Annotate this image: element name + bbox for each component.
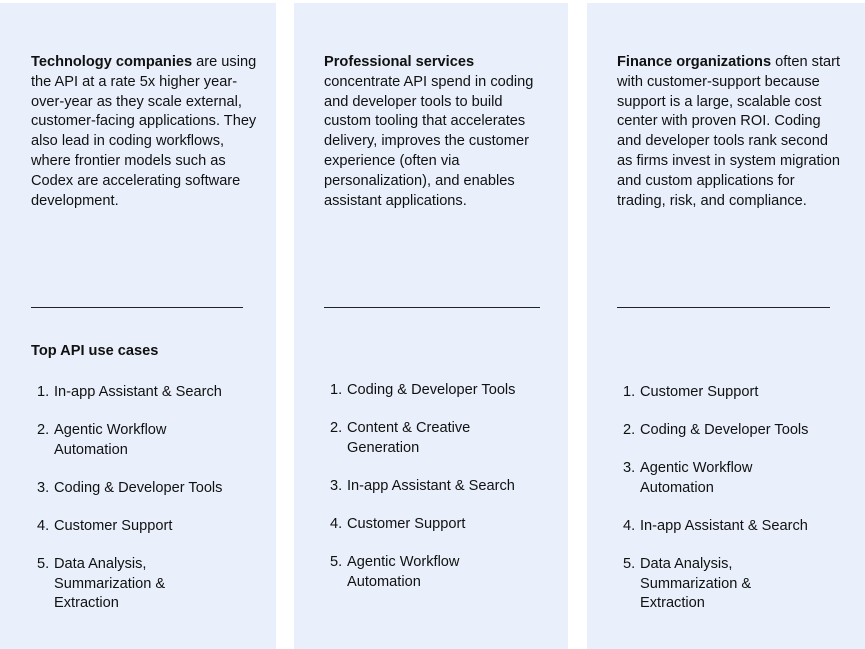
use-case-number: 4. [330, 515, 343, 532]
use-case-item [37, 555, 177, 614]
use-case-label: In-app Assistant & Search [347, 477, 515, 494]
use-case-label: In-app Assistant & Search [640, 517, 808, 534]
use-case-number: 1. [37, 384, 50, 400]
use-case-list [37, 383, 267, 632]
use-case-item [623, 555, 763, 614]
use-case-number: 4. [37, 517, 50, 534]
professional-services-panel [294, 3, 568, 649]
technology-companies-heading: Technology companies [31, 54, 193, 70]
use-case-label: Customer Support [347, 515, 466, 532]
use-case-label: Agentic Workflow Automation [54, 421, 167, 458]
finance-organizations-description [617, 53, 847, 211]
use-case-item [623, 383, 858, 403]
use-case-item [623, 459, 793, 499]
use-case-number: 1. [330, 382, 343, 398]
use-case-item [623, 517, 858, 537]
professional-services-body: concentrate API spend in coding and developer tools to build custom tooling that accelerates delivery, improves the customer experience (often via personalization), and enables assistant applications. [324, 73, 534, 209]
use-case-label: Customer Support [640, 384, 759, 400]
use-case-item [330, 515, 560, 535]
use-case-item [330, 477, 560, 497]
divider [617, 307, 830, 308]
use-case-label: Data Analysis, Summarization & Extraction [640, 555, 752, 612]
use-case-number: 2. [37, 421, 50, 438]
technology-companies-body: are using the API at a rate 5x higher year-over-year as they scale external, customer-facing applications. They also lead in coding workflows, where frontier models such as Codex are accelerating software development. [31, 54, 257, 209]
use-case-item [37, 479, 267, 499]
use-case-item [330, 553, 500, 593]
use-case-label: Agentic Workflow Automation [640, 459, 753, 496]
use-case-item [37, 383, 267, 403]
use-case-number: 3. [37, 479, 50, 496]
use-case-label: Coding & Developer Tools [54, 479, 223, 496]
use-case-item [37, 421, 207, 461]
technology-companies-description [31, 53, 263, 211]
use-case-label: Agentic Workflow Automation [347, 553, 460, 590]
technology-companies-panel [0, 3, 276, 649]
use-case-label: Content & Creative Generation [347, 419, 471, 456]
use-case-label: Coding & Developer Tools [347, 382, 516, 398]
use-case-number: 5. [330, 553, 343, 570]
divider [31, 307, 243, 308]
use-cases-title: Top API use cases [31, 343, 159, 359]
divider [324, 307, 540, 308]
use-case-number: 5. [37, 555, 50, 572]
use-case-number: 3. [330, 477, 343, 494]
use-case-label: In-app Assistant & Search [54, 384, 222, 400]
use-case-item [623, 421, 858, 441]
use-case-item [37, 517, 267, 537]
professional-services-description [324, 53, 552, 211]
use-case-number: 2. [330, 419, 343, 436]
use-case-item [330, 419, 500, 459]
professional-services-heading: Professional services [324, 54, 475, 70]
use-case-number: 4. [623, 517, 636, 534]
use-case-list [623, 383, 858, 632]
use-case-label: Customer Support [54, 517, 173, 534]
use-case-list [330, 381, 560, 611]
use-case-number: 2. [623, 421, 636, 438]
finance-organizations-panel [587, 3, 865, 649]
use-case-number: 3. [623, 459, 636, 476]
use-case-number: 5. [623, 555, 636, 572]
finance-organizations-body: often start with customer-support because support is a large, scalable cost center with proven ROI. Coding and developer tools rank second as firms invest in system migration and custom applications for trading, risk, and compliance. [617, 54, 841, 209]
use-case-label: Coding & Developer Tools [640, 421, 809, 438]
use-case-item [330, 381, 560, 401]
use-case-label: Data Analysis, Summarization & Extraction [54, 555, 166, 612]
use-case-number: 1. [623, 384, 636, 400]
finance-organizations-heading: Finance organizations [617, 54, 772, 70]
